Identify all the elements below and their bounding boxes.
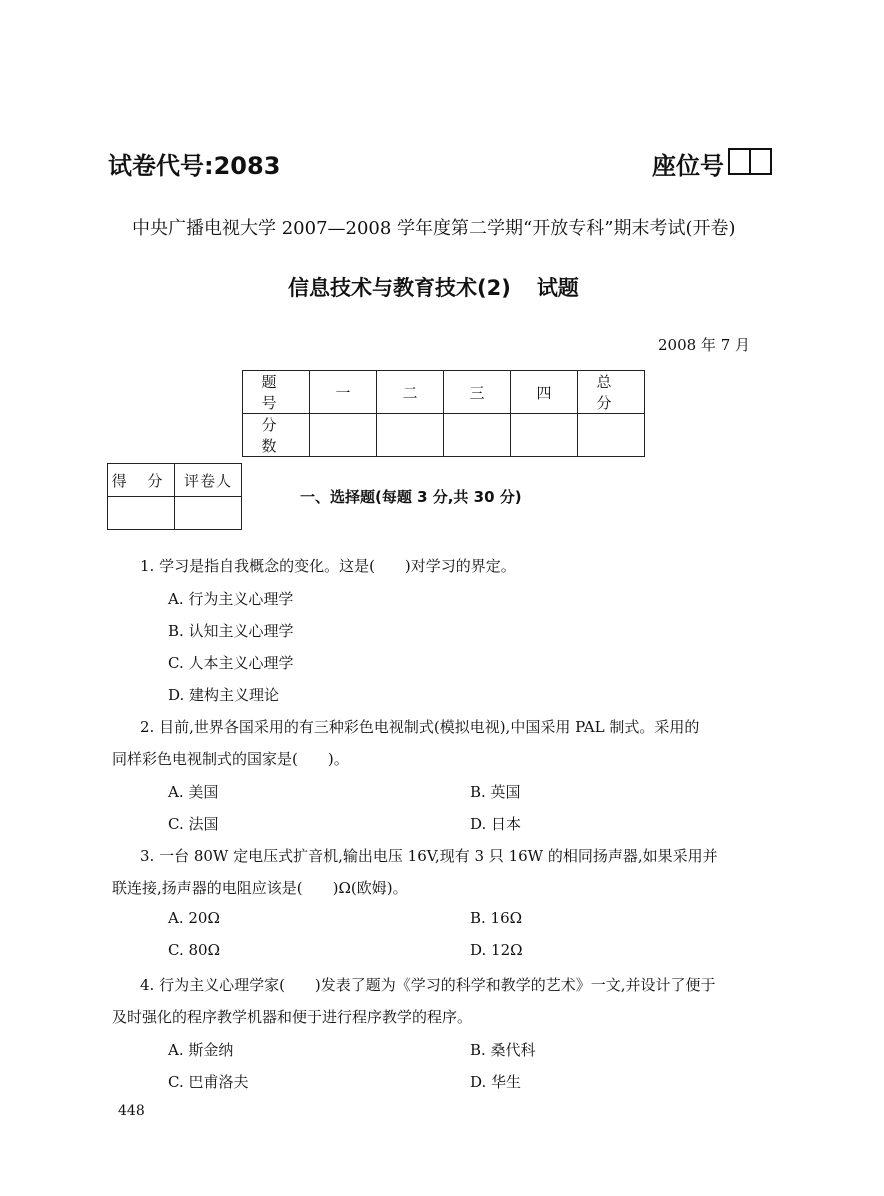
subject-name: 信息技术与教育技术(2): [288, 276, 511, 300]
option: D. 建构主义理论: [168, 686, 280, 704]
score-cell: [578, 414, 645, 457]
grader-header: 评卷人: [175, 464, 242, 497]
question-stem-cont: 及时强化的程序教学机器和便于进行程序教学的程序。: [112, 1008, 473, 1026]
table-row: [108, 464, 242, 497]
score-cell: [444, 414, 511, 457]
question-stem: 3. 一台 80W 定电压式扩音机,输出电压 16V,现有 3 只 16W 的相同扬声器,如果采用并: [140, 847, 718, 865]
score-cell: [310, 414, 377, 457]
grader-cell: [108, 497, 175, 530]
question-stem: 4. 行为主义心理学家( )发表了题为《学习的科学和教学的艺术》一文,并设计了便于: [140, 976, 716, 994]
subject-title: [288, 272, 579, 302]
seat-box: [749, 148, 772, 175]
subject-suffix: 试题: [536, 276, 579, 300]
option: B. 认知主义心理学: [168, 622, 294, 640]
score-header: 总 分: [578, 371, 645, 414]
seat-box: [728, 148, 751, 175]
option: B. 16Ω: [470, 909, 523, 927]
score-header: 二: [377, 371, 444, 414]
question-stem-cont: 同样彩色电视制式的国家是( )。: [112, 750, 349, 768]
page-number: 448: [118, 1103, 145, 1119]
option: A. 美国: [168, 783, 219, 801]
score-row-label: 分 数: [243, 414, 310, 457]
option: C. 80Ω: [168, 941, 221, 959]
question-stem: 1. 学习是指自我概念的变化。这是( )对学习的界定。: [140, 557, 516, 575]
seat-number-label: 座位号: [652, 152, 724, 180]
option: B. 英国: [470, 783, 521, 801]
score-cell: [377, 414, 444, 457]
option: C. 巴甫洛夫: [168, 1073, 249, 1091]
score-cell: [511, 414, 578, 457]
option: C. 人本主义心理学: [168, 654, 294, 672]
grader-header: 得 分: [108, 464, 175, 497]
option: A. 行为主义心理学: [168, 590, 294, 608]
table-row: [243, 414, 645, 457]
grader-cell: [175, 497, 242, 530]
seat-number-boxes: [730, 148, 772, 175]
table-row: [243, 371, 645, 414]
grader-table: [107, 463, 242, 530]
score-table: [242, 370, 645, 457]
score-header: 四: [511, 371, 578, 414]
score-header: 题 号: [243, 371, 310, 414]
option: D. 华生: [470, 1073, 522, 1091]
exam-date: 2008 年 7 月: [658, 336, 751, 354]
option: A. 斯金纳: [168, 1041, 234, 1059]
option: B. 桑代科: [470, 1041, 536, 1059]
score-header: 三: [444, 371, 511, 414]
option: D. 12Ω: [470, 941, 523, 959]
question-stem: 2. 目前,世界各国采用的有三种彩色电视制式(模拟电视),中国采用 PAL 制式。采用的: [140, 718, 700, 736]
paper-code: 试卷代号:2083: [108, 152, 281, 180]
score-header: 一: [310, 371, 377, 414]
question-stem-cont: 联连接,扬声器的电阻应该是( )Ω(欧姆)。: [112, 879, 408, 897]
option: A. 20Ω: [168, 909, 220, 927]
option: D. 日本: [470, 815, 522, 833]
table-row: [108, 497, 242, 530]
exam-title: 中央广播电视大学 2007—2008 学年度第二学期“开放专科”期末考试(开卷): [132, 218, 736, 239]
section-title: 一、选择题(每题 3 分,共 30 分): [300, 488, 522, 506]
option: C. 法国: [168, 815, 219, 833]
